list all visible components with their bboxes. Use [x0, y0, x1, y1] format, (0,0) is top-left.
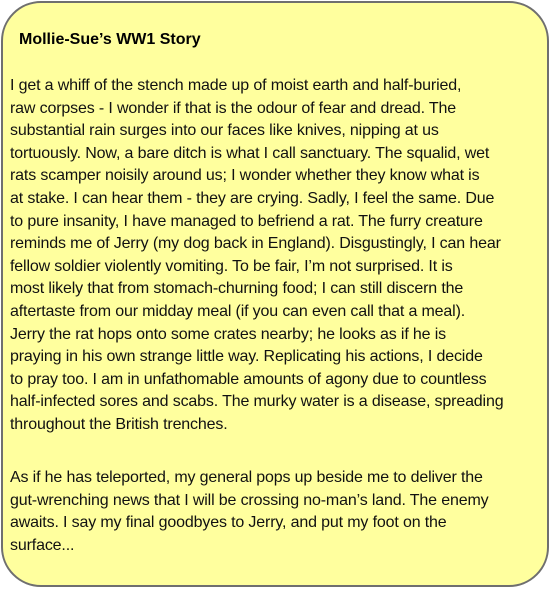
- text-line: most likely that from stomach-churning food; I can still discern the: [10, 280, 464, 298]
- text-line: surface...: [10, 536, 75, 554]
- text-line: fellow soldier violently vomiting. To be fair, I’m not surprised. It is: [10, 257, 453, 275]
- text-line: to pure insanity, I have managed to befriend a rat. The furry creature: [10, 212, 483, 230]
- text-line: gut-wrenching news that I will be crossing no-man’s land. The enemy: [10, 491, 489, 509]
- text-line: to pray too. I am in unfathomable amounts of agony due to countless: [10, 370, 487, 388]
- text-line: raw corpses - I wonder if that is the odour of fear and dread. The: [10, 99, 457, 117]
- text-line: rats scamper noisily around us; I wonder whether they know what is: [10, 167, 480, 185]
- story-title: Mollie-Sue’s WW1 Story: [19, 31, 201, 48]
- text-line: at stake. I can hear them - they are crying. Sadly, I feel the same. Due: [10, 189, 495, 207]
- text-line: As if he has teleported, my general pops up beside me to deliver the: [10, 469, 483, 486]
- text-line: reminds me of Jerry (my dog back in England). Disgustingly, I can hear: [10, 235, 501, 253]
- text-line: aftertaste from our midday meal (if you can even call that a meal).: [10, 302, 466, 320]
- text-line: substantial rain surges into our faces like knives, nipping at us: [10, 122, 439, 140]
- text-line: Jerry the rat hops onto some crates nearby; he looks as if he is: [10, 325, 446, 343]
- text-line: tortuously. Now, a bare ditch is what I call sanctuary. The squalid, wet: [10, 144, 490, 162]
- text-line: I get a whiff of the stench made up of moist earth and half-buried,: [10, 77, 462, 94]
- text-line: half-infected sores and scabs. The murky water is a disease, spreading: [10, 393, 504, 411]
- story-paragraph-2: [10, 467, 489, 557]
- story-paragraph-1: [10, 75, 503, 437]
- text-line: throughout the British trenches.: [10, 415, 228, 433]
- text-line: awaits. I say my final goodbyes to Jerry, and put my foot on the: [10, 514, 447, 532]
- story-card: [1, 1, 549, 587]
- text-line: praying in his own strange little way. Replicating his actions, I decide: [10, 348, 483, 366]
